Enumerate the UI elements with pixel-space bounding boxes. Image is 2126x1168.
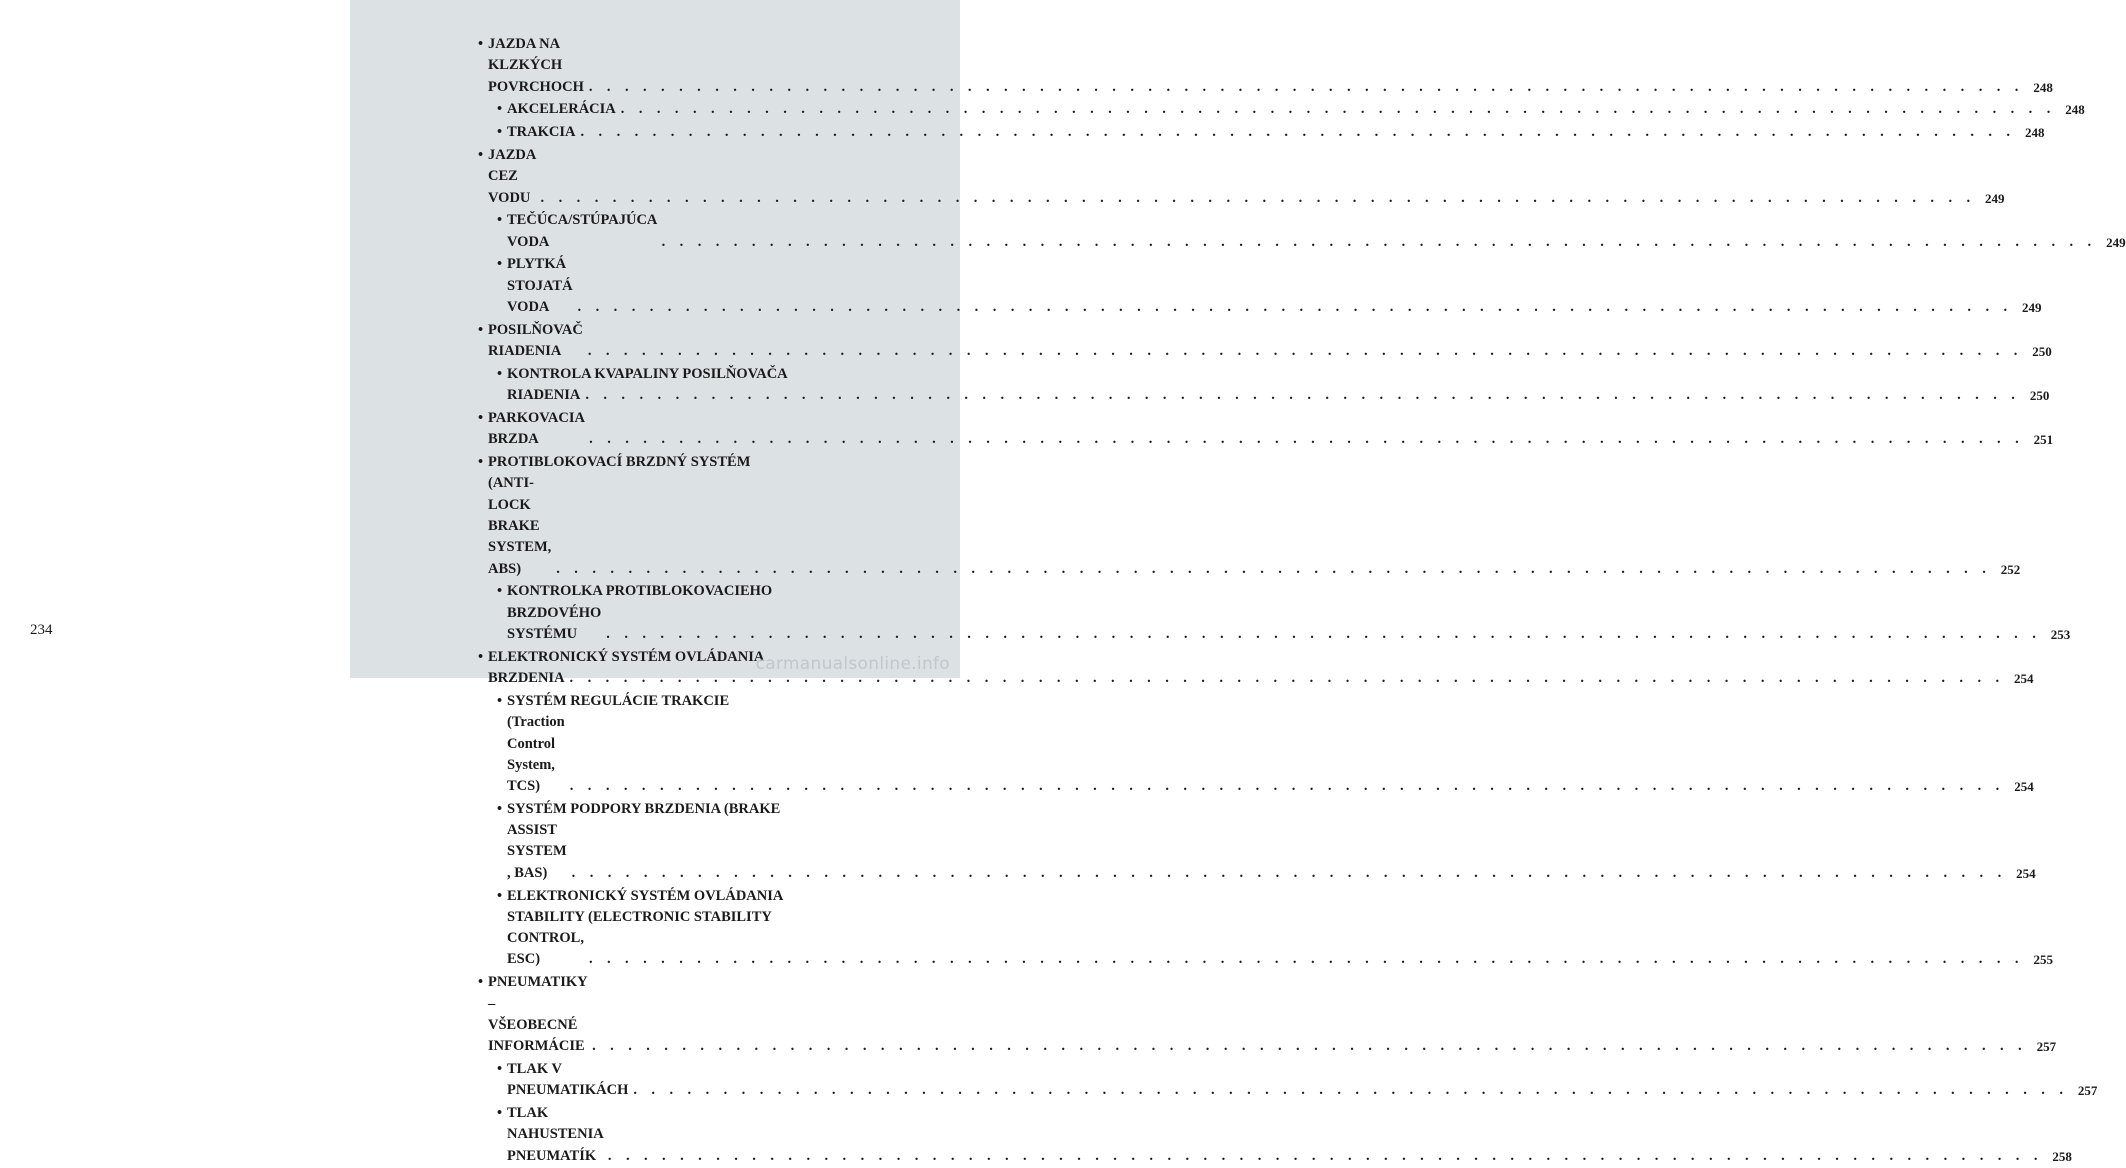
toc-entry-title: (Traction Control System, TCS) xyxy=(507,714,565,795)
toc-entry-title: CONTROL, ESC) xyxy=(507,930,584,968)
bullet-icon: • xyxy=(478,410,484,427)
toc-entry[interactable] xyxy=(478,691,2034,797)
toc-entry-title: PARKOVACIA BRZDA xyxy=(488,410,585,448)
dot-leader: . . . . . . . . . . . . . . . . . . . . . . . . . . . . . . . . . . . . . . . . . . . . . . . . . . . . . . . . . . . . . . . . . . . . . . . . . . . . . . . . xyxy=(620,101,2056,118)
toc-entry-title: BRZDOVÉHO SYSTÉMU xyxy=(507,604,602,643)
bullet-icon: • xyxy=(497,800,503,817)
bullet-icon: • xyxy=(478,454,484,471)
bullet-icon: • xyxy=(478,648,484,665)
toc-entry[interactable] xyxy=(478,886,2053,971)
toc-entry-title: AKCELERÁCIA xyxy=(507,101,616,118)
toc-page-number: 251 xyxy=(2033,432,2054,448)
toc-entry[interactable] xyxy=(478,34,2053,98)
page-number: 234 xyxy=(30,622,53,638)
right-page xyxy=(350,0,2126,1164)
dot-leader: . . . . . . . . . . . . . . . . . . . . . . . . . . . . . . . . . . . . . . . . . . . . . . . . . . . . . . . . . . . . . . . . . . . . . . . . . . . . . . . . xyxy=(569,670,2005,687)
toc-entry[interactable] xyxy=(478,452,2021,580)
toc-entry-title: PROTIBLOKOVACÍ BRZDNÝ SYSTÉM xyxy=(488,454,751,471)
table-of-contents xyxy=(478,34,2126,1168)
toc-page-number: 255 xyxy=(2033,952,2053,968)
toc-entry[interactable] xyxy=(478,581,2071,645)
toc-page-number: 248 xyxy=(2065,102,2085,118)
toc-entry[interactable] xyxy=(478,210,2126,253)
toc-entry-title: TRAKCIA xyxy=(507,124,576,141)
toc-entry-title: TLAK NAHUSTENIA PNEUMATÍK xyxy=(507,1105,603,1164)
dot-leader: . . . . . . . . . . . . . . . . . . . . . . . . . . . . . . . . . . . . . . . . . . . . . . . . . . . . . . . . . . . . . . . . . . . . . . . . . . . . . . . . xyxy=(585,387,2021,404)
dot-leader: . . . . . . . . . . . . . . . . . . . . . . . . . . . . . . . . . . . . . . . . . . . . . . . . . . . . . . . . . . . . . . . . . . . . . . . . . . . . . . . . xyxy=(577,299,2013,316)
toc-entry-title: TEČÚCA/STÚPAJÚCA VODA xyxy=(507,212,657,250)
toc-page-number: 258 xyxy=(2052,1148,2072,1164)
toc-entry[interactable] xyxy=(478,122,2045,143)
toc-entry-title: KONTROLA KVAPALINY POSILŇOVAČA xyxy=(507,365,788,382)
dot-leader: . . . . . . . . . . . . . . . . . . . . . . . . . . . . . . . . . . . . . . . . . . . . . . . . . . . . . . . . . . . . . . . . . . . . . . . . . . . . . . . . xyxy=(606,626,2042,643)
toc-entry-title: RIADENIA xyxy=(507,387,581,404)
toc-entry[interactable] xyxy=(478,408,2054,451)
dot-leader: . . . . . . . . . . . . . . . . . . . . . . . . . . . . . . . . . . . . . . . . . . . . . . . . . . . . . . . . . . . . . . . . . . . . . . . . . . . . . . . . xyxy=(587,343,2023,360)
toc-entry-title: STABILITY (ELECTRONIC STABILITY xyxy=(507,908,772,925)
bullet-icon: • xyxy=(497,887,503,904)
bullet-icon: • xyxy=(478,36,484,52)
toc-page-number: 252 xyxy=(2000,561,2021,577)
toc-entry[interactable] xyxy=(478,145,2005,209)
toc-page-number: 248 xyxy=(2033,79,2053,95)
dot-leader: . . . . . . . . . . . . . . . . . . . . . . . . . . . . . . . . . . . . . . . . . . . . . . . . . . . . . . . . . . . . . . . . . . . . . . . . . . . . . . . . xyxy=(556,560,1992,577)
toc-entry[interactable] xyxy=(478,320,2052,363)
dot-leader: . . . . . . . . . . . . . . . . . . . . . . . . . . . . . . . . . . . . . . . . . . . . . . . . . . . . . . . . . . . . . . . . . . . . . . . . . . . . . . . . xyxy=(588,951,2024,968)
dot-leader: . . . . . . . . . . . . . . . . . . . . . . . . . . . . . . . . . . . . . . . . . . . . . . . . . . . . . . . . . . . . . . . . . . . . . . . . . . . . . . . . xyxy=(571,864,2007,881)
bullet-icon: • xyxy=(497,124,503,141)
dot-leader: . . . . . . . . . . . . . . . . . . . . . . . . . . . . . . . . . . . . . . . . . . . . . . . . . . . . . . . . . . . . . . . . . . . . . . . . . . . . . . . . xyxy=(633,1082,2069,1099)
toc-page-number: 249 xyxy=(1985,190,2005,206)
bullet-icon: • xyxy=(497,365,503,382)
toc-entry[interactable] xyxy=(478,364,2050,407)
toc-entry-title: JAZDA NA KLZKÝCH POVRCHOCH xyxy=(488,36,584,95)
toc-entry-title: PNEUMATIKY – VŠEOBECNÉ INFORMÁCIE xyxy=(488,974,588,1055)
toc-entry-title: POSILŇOVAČ RIADENIA xyxy=(488,321,583,360)
bullet-icon: • xyxy=(478,321,484,338)
toc-entry-title: KONTROLKA PROTIBLOKOVACIEHO xyxy=(507,583,773,600)
dot-leader: . . . . . . . . . . . . . . . . . . . . . . . . . . . . . . . . . . . . . . . . . . . . . . . . . . . . . . . . . . . . . . . . . . . . . . . . . . . . . . . . xyxy=(540,189,1976,206)
toc-entry[interactable] xyxy=(478,799,2036,884)
toc-entry-title: PLYTKÁ STOJATÁ VODA xyxy=(507,256,573,316)
dot-leader: . . . . . . . . . . . . . . . . . . . . . . . . . . . . . . . . . . . . . . . . . . . . . . . . . . . . . . . . . . . . . . . . . . . . . . . . . . . . . . . . xyxy=(589,431,2025,448)
toc-entry-title: SYSTÉM REGULÁCIE TRAKCIE xyxy=(507,692,730,709)
toc-page-number: 257 xyxy=(2077,1083,2098,1099)
bullet-icon: • xyxy=(497,1105,503,1122)
bullet-icon: • xyxy=(497,692,503,709)
dot-leader: . . . . . . . . . . . . . . . . . . . . . . . . . . . . . . . . . . . . . . . . . . . . . . . . . . . . . . . . . . . . . . . . . . . . . . . . . . . . . . . . xyxy=(569,778,2005,795)
dot-leader: . . . . . . . . . . . . . . . . . . . . . . . . . . . . . . . . . . . . . . . . . . . . . . . . . . . . . . . . . . . . . . . . . . . . . . . . . . . . . . . . xyxy=(580,124,2016,141)
dot-leader: . . . . . . . . . . . . . . . . . . . . . . . . . . . . . . . . . . . . . . . . . . . . . . . . . . . . . . . . . . . . . . . . . . . . . . . . . . . . . . . . xyxy=(661,233,2097,250)
toc-page-number: 257 xyxy=(2036,1039,2057,1055)
bullet-icon: • xyxy=(497,256,503,273)
toc-entry[interactable] xyxy=(478,254,2042,318)
bullet-icon: • xyxy=(497,583,503,600)
toc-entry[interactable] xyxy=(478,1059,2098,1102)
dot-leader: . . . . . . . . . . . . . . . . . . . . . . . . . . . . . . . . . . . . . . . . . . . . . . . . . . . . . . . . . . . . . . . . . . . . . . . . . . . . . . . . xyxy=(592,1038,2028,1055)
toc-entry-title: SYSTÉM PODPORY BRZDENIA (BRAKE xyxy=(507,800,781,817)
toc-page-number: 253 xyxy=(2050,627,2071,643)
toc-entry-title: (ANTI-LOCK BRAKE SYSTEM, ABS) xyxy=(488,475,552,577)
watermark: carmanualsonline.info xyxy=(755,654,950,674)
bullet-icon: • xyxy=(497,101,503,118)
dot-leader: . . . . . . . . . . . . . . . . . . . . . . . . . . . . . . . . . . . . . . . . . . . . . . . . . . . . . . . . . . . . . . . . . . . . . . . . . . . . . . . . xyxy=(607,1147,2043,1164)
toc-page-number: 254 xyxy=(2014,671,2034,687)
bullet-icon: • xyxy=(497,1060,503,1077)
toc-entry[interactable] xyxy=(478,1103,2072,1167)
toc-page-number: 249 xyxy=(2022,300,2042,316)
toc-entry-title: BRZDENIA xyxy=(488,670,565,687)
toc-page-number: 248 xyxy=(2024,125,2045,141)
toc-entry[interactable] xyxy=(478,972,2057,1057)
toc-entry[interactable] xyxy=(478,99,2085,120)
toc-entry-title: ELEKTRONICKÝ SYSTÉM OVLÁDANIA xyxy=(507,887,784,904)
toc-page-number: 250 xyxy=(2029,388,2050,404)
bullet-icon: • xyxy=(478,974,484,991)
dot-leader: . . . . . . . . . . . . . . . . . . . . . . . . . . . . . . . . . . . . . . . . . . . . . . . . . . . . . . . . . . . . . . . . . . . . . . . . . . . . . . . . xyxy=(588,78,2024,95)
toc-entry-title: TLAK V PNEUMATIKÁCH xyxy=(507,1060,629,1099)
toc-page-number: 249 xyxy=(2106,234,2126,250)
toc-page-number: 254 xyxy=(2014,779,2034,795)
toc-page-number: 254 xyxy=(2016,865,2036,881)
toc-entry-title: ELEKTRONICKÝ SYSTÉM OVLÁDANIA xyxy=(488,648,765,665)
bullet-icon: • xyxy=(497,212,503,229)
bullet-icon: • xyxy=(478,146,484,163)
left-page xyxy=(0,0,350,678)
toc-entry-title: ASSIST SYSTEM , BAS) xyxy=(507,822,567,881)
toc-page-number: 250 xyxy=(2032,344,2052,360)
toc-entry-title: JAZDA CEZ VODU xyxy=(488,146,536,206)
